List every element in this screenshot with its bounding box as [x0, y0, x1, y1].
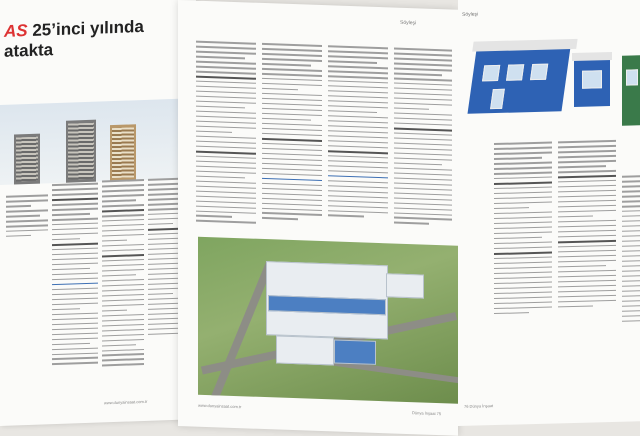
- left-page: [0, 0, 196, 426]
- prefab-module-image: [622, 55, 640, 126]
- section-tag: Söyleşi: [400, 19, 417, 27]
- tower-building: [14, 134, 40, 185]
- page-footer-url: www.dunyainsaat.com.tr: [104, 398, 148, 406]
- page-number: Dünya İnşaat 75: [412, 410, 442, 417]
- text-column: [196, 41, 256, 228]
- headline-second-line: atakta: [4, 40, 54, 61]
- text-column: [102, 179, 144, 370]
- outbuilding-roof: [386, 273, 424, 298]
- prefab-module-image: [468, 47, 571, 114]
- factory-annex-roof: [276, 335, 334, 365]
- text-column: [558, 140, 616, 311]
- building-render-image: [0, 98, 196, 185]
- tower-building: [110, 124, 136, 181]
- middle-page: [178, 0, 458, 436]
- tower-building: [66, 120, 96, 183]
- text-column: [494, 142, 552, 318]
- text-column: [262, 43, 322, 225]
- page-footer-url: www.dunyainsaat.com.tr: [198, 402, 242, 410]
- article-headline: [4, 15, 194, 62]
- page-number: 76 Dünya İnşaat: [464, 403, 494, 409]
- text-column: [394, 48, 452, 229]
- headline-accent: AS: [4, 21, 28, 41]
- text-column: [328, 45, 388, 222]
- headline-main: 25’inci yılında: [27, 16, 144, 41]
- right-page: [458, 0, 640, 426]
- text-column: [6, 194, 48, 240]
- text-column: [622, 175, 640, 325]
- factory-aerial-photo: [198, 237, 458, 404]
- text-column: [52, 183, 98, 369]
- section-tag: Söyleşi: [462, 11, 479, 18]
- prefab-module-image: [574, 58, 610, 107]
- factory-annex-roof-blue: [334, 339, 376, 364]
